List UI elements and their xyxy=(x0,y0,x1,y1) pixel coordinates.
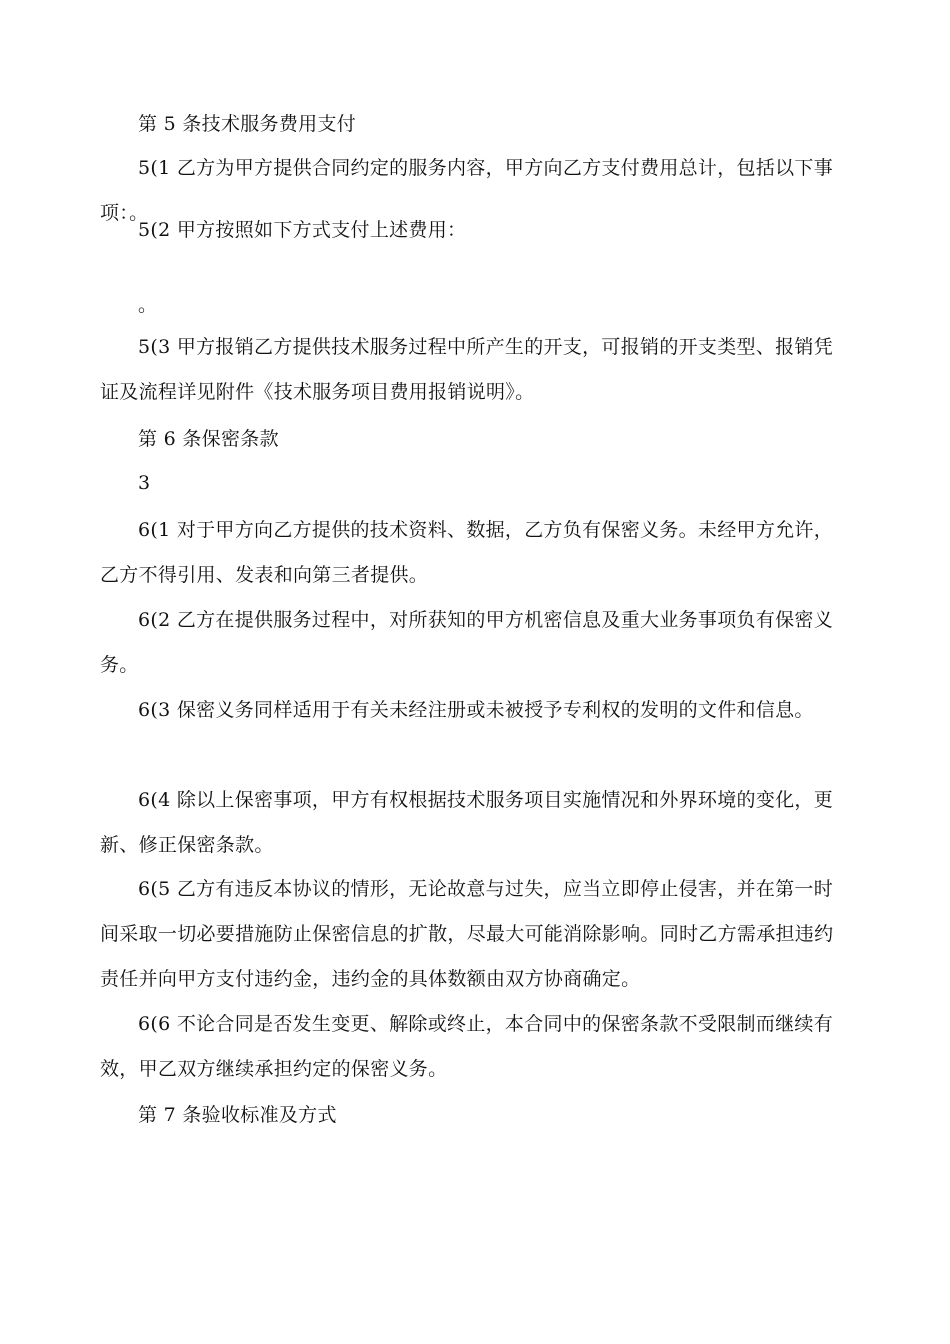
article-7-heading: 第 7 条验收标准及方式 xyxy=(138,1104,337,1126)
clause-6-3: 6(3 保密义务同样适用于有关未经注册或未被授予专利权的发明的文件和信息。 xyxy=(138,699,814,721)
clause-6-4: 6(4 除以上保密事项，甲方有权根据技术服务项目实施情况和外界环境的变化，更新、修正保密条款。 xyxy=(100,789,834,856)
clause-6-2: 6(2 乙方在提供服务过程中，对所获知的甲方机密信息及重大业务事项负有保密义务。 xyxy=(100,609,834,676)
clause-6-5: 6(5 乙方有违反本协议的情形，无论故意与过失，应当立即停止侵害，并在第一时间采取一切必要措施防止保密信息的扩散，尽最大可能消除影响。同时乙方需承担违约责任并向甲方支付违约金，违约金的具体数额由双方协商确定。 xyxy=(100,878,834,990)
page-number: 3 xyxy=(138,472,151,494)
clause-6-1: 6(1 对于甲方向乙方提供的技术资料、数据，乙方负有保密义务。未经甲方允许，乙方不得引用、发表和向第三者提供。 xyxy=(100,519,834,586)
clause-5-2-blank: 。 xyxy=(138,294,158,316)
clause-5-1: 5(1 乙方为甲方提供合同约定的服务内容，甲方向乙方支付费用总计，包括以下事项：。 xyxy=(100,157,834,224)
clause-5-2: 5(2 甲方按照如下方式支付上述费用： xyxy=(138,219,467,241)
article-5-heading: 第 5 条技术服务费用支付 xyxy=(138,113,357,135)
article-6-heading: 第 6 条保密条款 xyxy=(138,428,279,450)
clause-5-3: 5(3 甲方报销乙方提供技术服务过程中所产生的开支，可报销的开支类型、报销凭证及流程详见附件《技术服务项目费用报销说明》。 xyxy=(100,336,834,403)
clause-6-6: 6(6 不论合同是否发生变更、解除或终止，本合同中的保密条款不受限制而继续有效，甲乙双方继续承担约定的保密义务。 xyxy=(100,1013,834,1080)
